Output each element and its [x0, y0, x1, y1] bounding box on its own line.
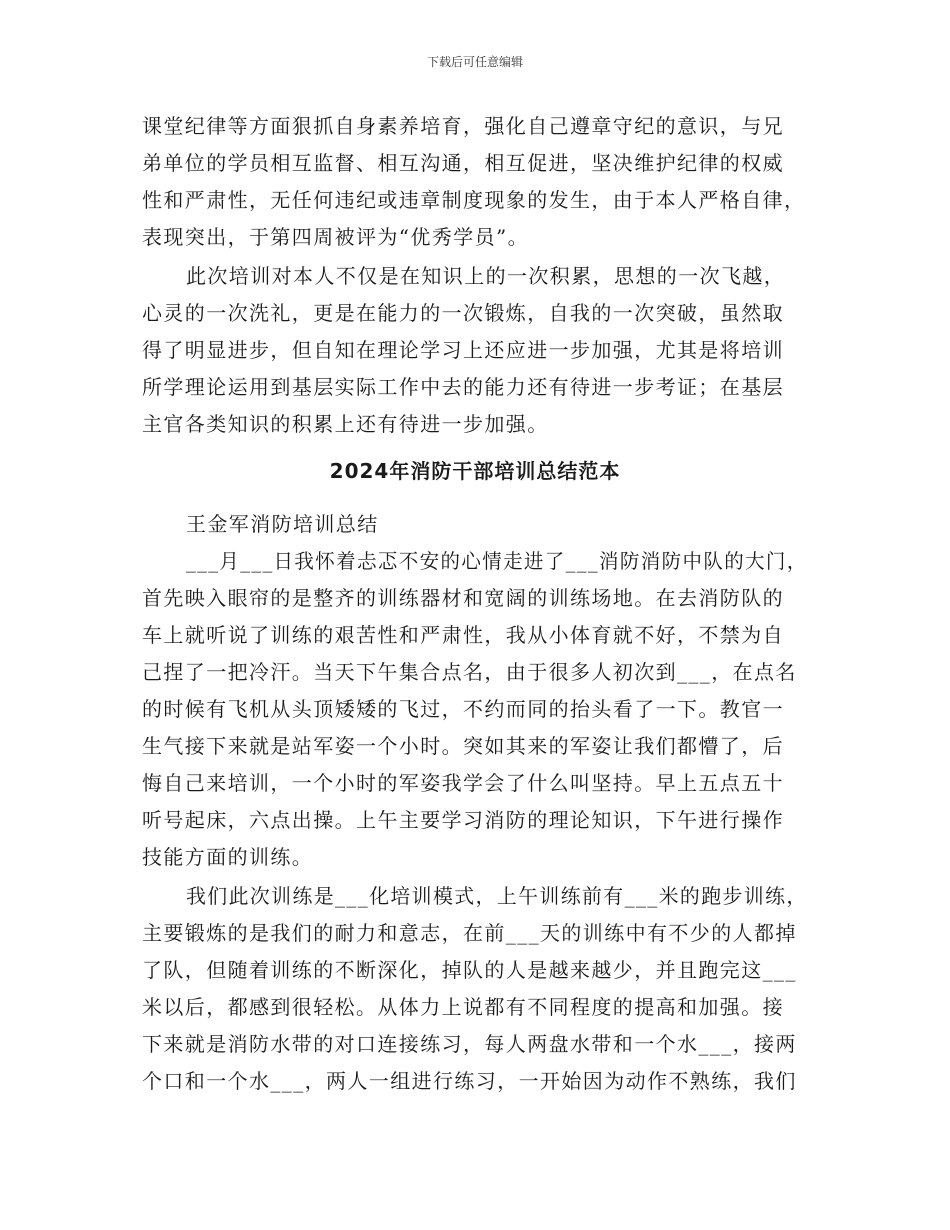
body-line: 我们此次训练是___化培训模式，上午训练前有___米的跑步训练， [186, 884, 808, 908]
body-line: 己捏了一把冷汗。当天下午集合点名，由于很多人初次到___，在点名 [142, 660, 797, 684]
body-line: 课堂纪律等方面狠抓自身素养培育，强化自己遵章守纪的意识，与兄 [142, 114, 784, 138]
body-line: 米以后，都感到很轻松。从体力上说都有不同程度的提高和加强。接 [142, 995, 784, 1019]
section-title: 2024年消防干部培训总结范本 [329, 459, 621, 483]
body-line: 性和严肃性，无任何违纪或违章制度现象的发生，由于本人严格自律， [142, 188, 806, 212]
body-line: ___月___日我怀着忐忑不安的心情走进了___消防消防中队的大门， [186, 549, 808, 573]
body-line: 弟单位的学员相互监督、相互沟通，相互促进，坚决维护纪律的权威 [142, 151, 784, 175]
body-line: 心灵的一次洗礼，更是在能力的一次锻炼，自我的一次突破，虽然取 [142, 301, 784, 325]
body-line: 主要锻炼的是我们的耐力和意志，在前___天的训练中有不少的人都掉 [142, 921, 797, 945]
body-line: 得了明显进步，但自知在理论学习上还应进一步加强，尤其是将培训 [142, 338, 784, 362]
body-line: 了队，但随着训练的不断深化，掉队的人是越来越少，并且跑完这___ [142, 958, 797, 982]
body-line: 下来就是消防水带的对口连接练习，每人两盘水带和一个水___，接两 [142, 1032, 797, 1056]
body-line: 生气接下来就是站军姿一个小时。突如其来的军姿让我们都懵了，后 [142, 734, 784, 758]
body-line: 听号起床，六点出操。上午主要学习消防的理论知识，下午进行操作 [142, 808, 784, 832]
page-header: 下载后可任意编辑 [426, 55, 523, 69]
body-line: 所学理论运用到基层实际工作中去的能力还有待进一步考证；在基层 [142, 375, 784, 399]
body-line: 首先映入眼帘的是整齐的训练器材和宽阔的训练场地。在去消防队的 [142, 586, 784, 610]
body-line: 车上就听说了训练的艰苦性和严肃性，我从小体育就不好，不禁为自 [142, 623, 784, 647]
body-line: 的时候有飞机从头顶矮矮的飞过，不约而同的抬头看了一下。教官一 [142, 697, 784, 721]
body-line: 主官各类知识的积累上还有待进一步加强。 [142, 412, 549, 436]
body-line: 王金军消防培训总结 [186, 512, 379, 536]
body-line: 技能方面的训练。 [142, 845, 314, 869]
body-line: 此次培训对本人不仅是在知识上的一次积累，思想的一次飞越， [186, 264, 786, 288]
body-line: 表现突出，于第四周被评为“优秀学员”。 [142, 225, 530, 249]
body-line: 个口和一个水___，两人一组进行练习，一开始因为动作不熟练，我们 [142, 1069, 797, 1093]
body-line: 悔自己来培训，一个小时的军姿我学会了什么叫坚持。早上五点五十 [142, 771, 784, 795]
